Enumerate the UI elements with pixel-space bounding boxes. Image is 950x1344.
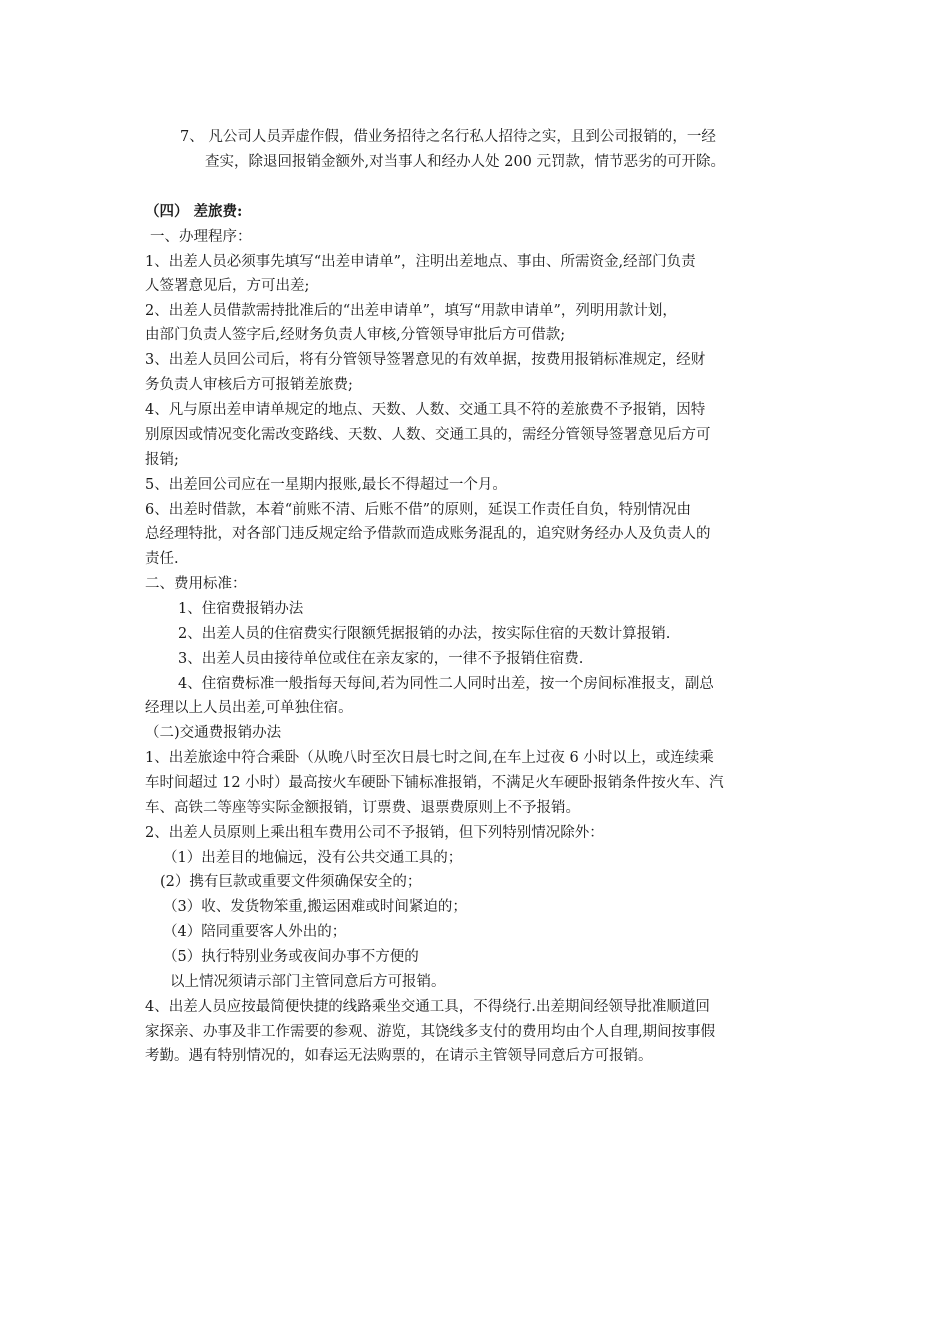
list-item: （4）陪同重要客人外出的； <box>163 924 347 940</box>
paragraph-line: 2、出差人员原则上乘出租车费用公司不予报销，但下列特别情况除外： <box>145 825 604 841</box>
paragraph-line: 5、出差回公司应在一星期内报账,最长不得超过一个月。 <box>145 477 507 493</box>
paragraph-line: 人签署意见后，方可出差; <box>145 278 310 294</box>
paragraph-line: 1、出差人员必须事先填写“出差申请单”，注明出差地点、事由、所需资金,经部门负责 <box>145 254 696 270</box>
paragraph-line: 车、高铁二等座等实际金额报销，订票费、退票费原则上不予报销。 <box>145 800 580 816</box>
paragraph-line: 别原因或情况变化需改变路线、天数、人数、交通工具的，需经分管领导签署意见后方可 <box>145 427 711 443</box>
paragraph-line: 由部门负责人签字后,经财务负责人审核,分管领导审批后方可借款; <box>145 327 566 343</box>
item-7-line-1: 7、 凡公司人员弄虚作假，借业务招待之名行私人招待之实，且到公司报销的，一经 <box>180 129 716 145</box>
list-item: 1、住宿费报销办法 <box>178 601 304 617</box>
paragraph-line: 报销; <box>145 452 179 468</box>
list-item: 2、出差人员的住宿费实行限额凭据报销的办法，按实际住宿的天数计算报销. <box>178 626 671 642</box>
paragraph-line: 经理以上人员出差,可单独住宿。 <box>145 700 353 716</box>
paragraph-line: 以上情况须请示部门主管同意后方可报销。 <box>170 974 446 990</box>
list-item: （3）收、发货物笨重,搬运困难或时间紧迫的； <box>163 899 467 915</box>
list-item: （5）执行特别业务或夜间办事不方便的 <box>163 949 419 965</box>
paragraph-line: 务负责人审核后方可报销差旅费; <box>145 377 353 393</box>
subheading-procedure: 一、办理程序： <box>150 229 252 245</box>
paragraph-line: 6、出差时借款，本着“前账不清、后账不借”的原则，延误工作责任自负，特别情况由 <box>145 502 692 518</box>
section-heading-travel-expenses: （四） 差旅费: <box>145 203 243 220</box>
subheading-fee-standards: 二、费用标准： <box>145 576 247 592</box>
paragraph-line: 4、出差人员应按最简便快捷的线路乘坐交通工具，不得绕行.出差期间经领导批准顺道回 <box>145 999 710 1015</box>
paragraph-line: 考勤。遇有特别情况的，如春运无法购票的，在请示主管领导同意后方可报销。 <box>145 1048 653 1064</box>
list-item: (2）携有巨款或重要文件须确保安全的； <box>160 874 422 890</box>
paragraph-line: 4、凡与原出差申请单规定的地点、天数、人数、交通工具不符的差旅费不予报销，因特 <box>145 402 706 418</box>
list-item: 4、住宿费标准一般指每天每间,若为同性二人同时出差，按一个房间标准报支，副总 <box>178 676 714 692</box>
paragraph-line: 责任. <box>145 551 179 567</box>
subheading-transport: （二)交通费报销办法 <box>145 725 282 741</box>
list-item: （1）出差目的地偏远，没有公共交通工具的； <box>163 850 463 866</box>
list-item: 3、出差人员由接待单位或住在亲友家的，一律不予报销住宿费. <box>178 651 584 667</box>
paragraph-line: 1、出差旅途中符合乘卧（从晚八时至次日晨七时之间,在车上过夜 6 小时以上，或连续乘 <box>145 750 714 766</box>
item-7-line-2: 查实，除退回报销金额外,对当事人和经办人处 200 元罚款，情节恶劣的可开除。 <box>205 154 726 170</box>
paragraph-line: 家探亲、办事及非工作需要的参观、游览，其饶线多支付的费用均由个人自理,期间按事假 <box>145 1024 716 1040</box>
paragraph-line: 车时间超过 12 小时）最高按火车硬卧下铺标准报销，不满足火车硬卧报销条件按火车、汽 <box>145 775 724 791</box>
paragraph-line: 3、出差人员回公司后，将有分管领导签署意见的有效单据，按费用报销标准规定，经财 <box>145 352 706 368</box>
paragraph-line: 总经理特批，对各部门违反规定给予借款而造成账务混乱的，追究财务经办人及负责人的 <box>145 526 711 542</box>
paragraph-line: 2、出差人员借款需持批准后的“出差申请单”，填写“用款申请单”，列明用款计划， <box>145 303 677 319</box>
